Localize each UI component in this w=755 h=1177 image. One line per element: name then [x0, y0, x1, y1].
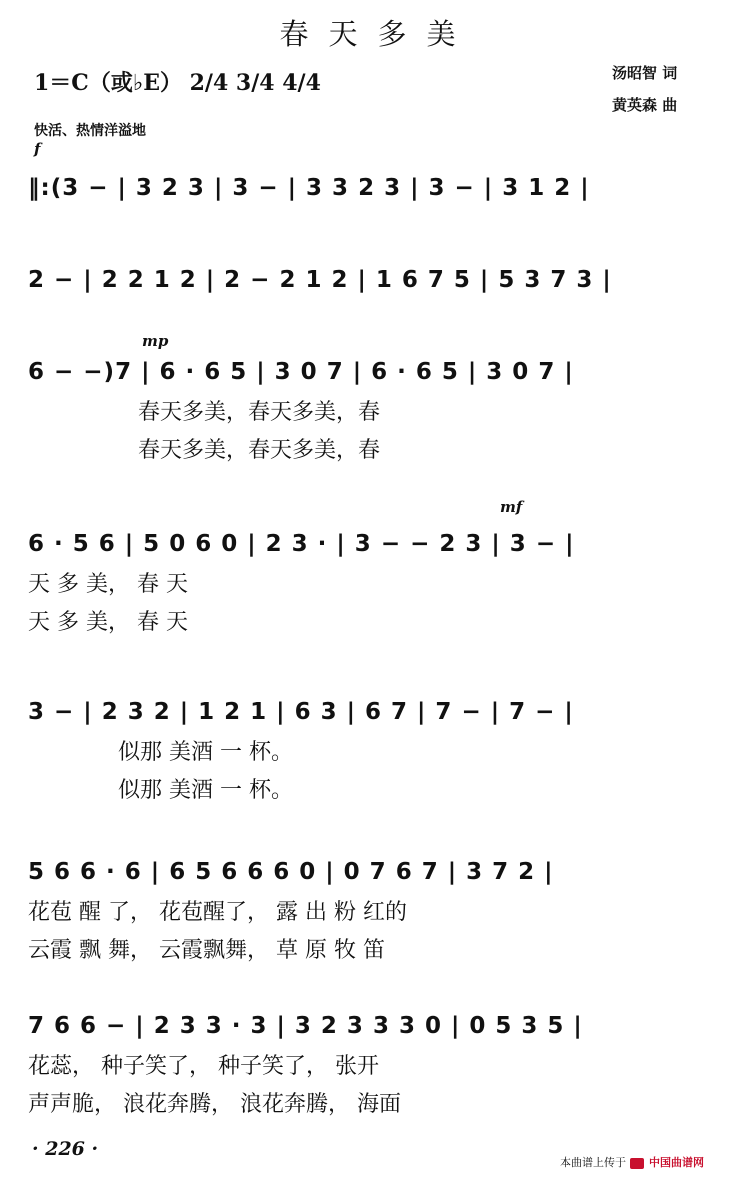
- score-system-5: [28, 690, 740, 810]
- lyric-verse-1: 春天多美，春天多美，春: [138, 400, 381, 425]
- notation-line: 6 · 5 6 | 5 0 6 0 | 2 3 · | 3 − − 2 3 | 3 − |: [28, 531, 575, 557]
- source-credit: [560, 1154, 704, 1170]
- page-number: · 226 ·: [32, 1138, 99, 1160]
- lyric-verse-2: 云霞 飘 舞， 云霞飘舞， 草 原 牧 笛: [28, 938, 385, 963]
- score-system-3: [28, 350, 740, 470]
- lyric-verse-1: 似那 美酒 一 杯。: [118, 740, 293, 765]
- notation-line: ‖:(3 − | 3 2 3 | 3 − | 3 3 2 3 | 3 − | 3 1 2 |: [28, 175, 590, 201]
- dynamic-mezzo-forte: mf: [500, 498, 523, 516]
- lyric-verse-2: 春天多美，春天多美，春: [138, 438, 381, 463]
- dynamic-mezzo-piano: mp: [142, 332, 169, 350]
- dynamic-forte: f: [34, 140, 41, 158]
- song-title: 春天多美: [279, 17, 476, 51]
- lyric-verse-2: 天 多 美， 春 天: [28, 610, 188, 635]
- site-logo-icon: [630, 1158, 644, 1169]
- score-system-6: [28, 850, 740, 970]
- lyricist: 汤昭智 词: [612, 64, 678, 82]
- lyric-verse-1: 天 多 美， 春 天: [28, 572, 188, 597]
- notation-line: 7 6 6 − | 2 3 3 · 3 | 3 2 3 3 3 0 | 0 5 3 5 |: [28, 1013, 583, 1039]
- lyric-verse-2: 声声脆， 浪花奔腾， 浪花奔腾， 海面: [28, 1092, 401, 1117]
- notation-line: 6 − −)7 | 6 · 6 5 | 3 0 7 | 6 · 6 5 | 3 0 7 |: [28, 359, 574, 385]
- score-system-2: [28, 258, 740, 302]
- score-system-1: [28, 166, 740, 210]
- composer: 黄英森 曲: [612, 96, 678, 114]
- lyric-verse-1: 花苞 醒 了， 花苞醒了， 露 出 粉 红的: [28, 900, 407, 925]
- site-name: 中国曲谱网: [649, 1156, 704, 1169]
- score-system-7: [28, 1004, 740, 1124]
- lyric-verse-1: 花蕊， 种子笑了， 种子笑了， 张开: [28, 1054, 379, 1079]
- notation-line: 5 6 6 · 6 | 6 5 6 6 6 0 | 0 7 6 7 | 3 7 2 |: [28, 859, 554, 885]
- score-system-4: [28, 522, 740, 642]
- key-signature: 1＝C（或♭E） 2/4 3/4 4/4: [34, 70, 321, 96]
- source-note: 本曲谱上传于: [560, 1156, 626, 1169]
- notation-line: 3 − | 2 3 2 | 1 2 1 | 6 3 | 6 7 | 7 − | 7 − |: [28, 699, 574, 725]
- notation-line: 2 − | 2 2 1 2 | 2 − 2 1 2 | 1 6 7 5 | 5 3 7 3 |: [28, 267, 612, 293]
- lyric-verse-2: 似那 美酒 一 杯。: [118, 778, 293, 803]
- tempo-marking: 快活、热情洋溢地: [34, 123, 146, 139]
